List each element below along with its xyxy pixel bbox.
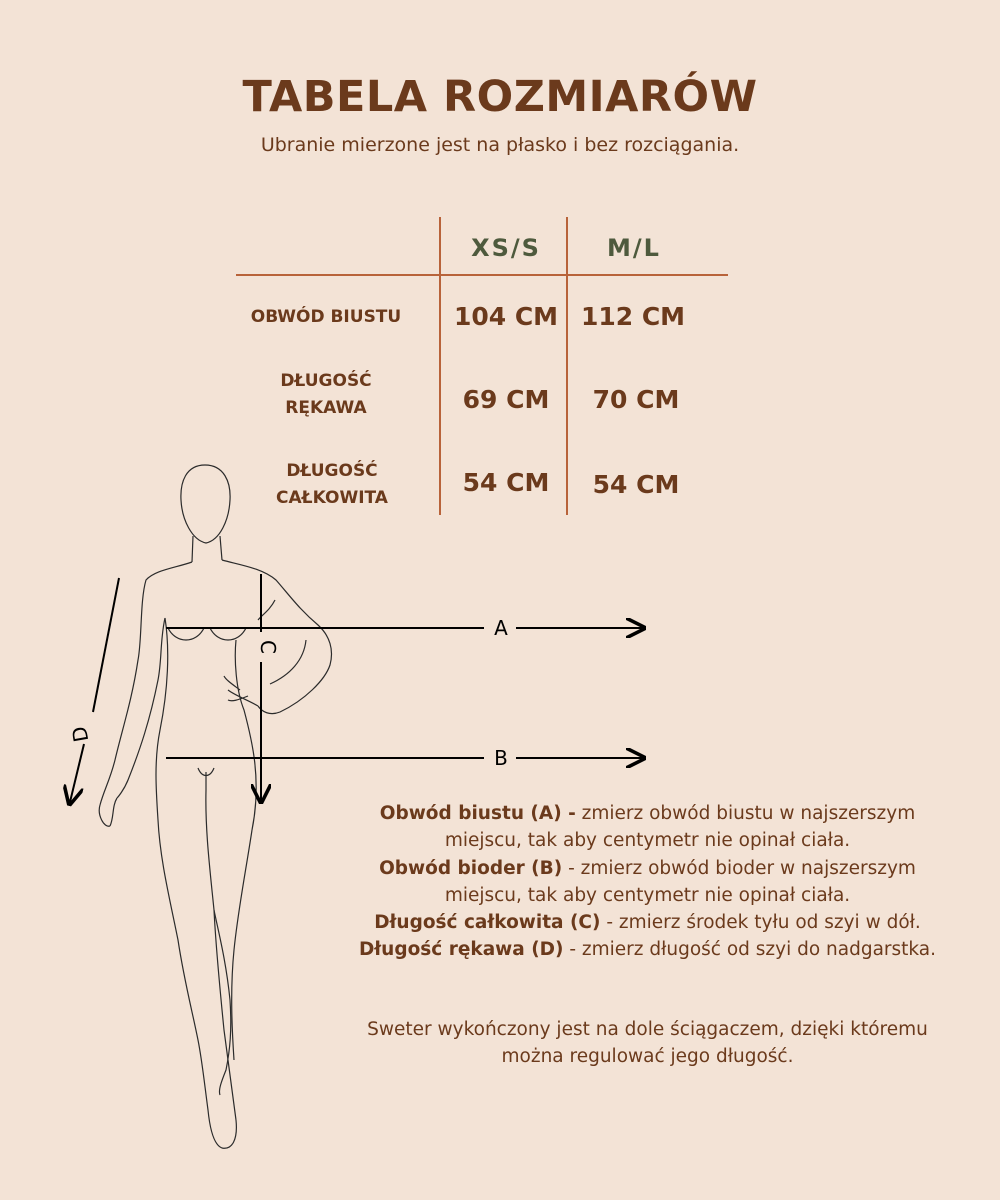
cell-sleeve-xs-s: 69 CM bbox=[462, 385, 550, 414]
cell-length-xs-s: 54 CM bbox=[462, 468, 550, 497]
cell-bust-xs-s: 104 CM bbox=[453, 302, 559, 331]
page-subtitle: Ubranie mierzone jest na płasko i bez rozciągania. bbox=[260, 134, 740, 156]
instruction-term-length: Długość całkowita (C) bbox=[374, 912, 601, 934]
body-outline bbox=[99, 465, 331, 1148]
instruction-term-hips: Obwód bioder (B) bbox=[379, 857, 563, 879]
measure-line-c bbox=[256, 574, 280, 800]
label-b: B bbox=[494, 746, 508, 770]
row-label-total-length: DŁUGOŚĆ CAŁKOWITA bbox=[276, 461, 388, 508]
column-header-xs-s: XS/S bbox=[471, 234, 541, 262]
row-label-bust: OBWÓD BIUSTU bbox=[250, 307, 402, 327]
instruction-term-bust: Obwód biustu (A) - bbox=[379, 803, 576, 824]
measure-line-b bbox=[166, 746, 642, 770]
label-d: D bbox=[66, 724, 94, 744]
measure-line-d bbox=[67, 578, 119, 802]
label-a: A bbox=[494, 616, 508, 640]
page-title: TABELA ROZMIARÓW bbox=[242, 72, 758, 122]
instruction-text-hips: - zmierz obwód bioder w najszerszym miejscu, tak aby centymetr nie opinał ciała. bbox=[444, 857, 916, 906]
cell-length-m-l: 54 CM bbox=[592, 470, 680, 499]
cell-bust-m-l: 112 CM bbox=[580, 302, 686, 331]
instruction-term-sleeve: Długość rękawa (D) bbox=[358, 939, 564, 961]
sweater-note: Sweter wykończony jest na dole ściągaczem, dzięki któremu można regulować jego długość. bbox=[367, 1019, 928, 1068]
instruction-text-length: - zmierz środek tyłu od szyi w dół. bbox=[600, 912, 921, 934]
label-c: C bbox=[256, 640, 280, 654]
instruction-text-sleeve: - zmierz długość od szyi do nadgarstka. bbox=[563, 939, 937, 961]
row-label-sleeve: DŁUGOŚĆ RĘKAWA bbox=[280, 371, 372, 418]
measure-line-a bbox=[166, 616, 642, 640]
measurement-instructions bbox=[340, 800, 955, 964]
cell-sleeve-m-l: 70 CM bbox=[592, 385, 680, 414]
instruction-text-bust: zmierz obwód biustu w najszerszym miejscu, tak aby centymetr nie opinał ciała. bbox=[444, 803, 916, 852]
column-header-m-l: M/L bbox=[607, 234, 661, 262]
